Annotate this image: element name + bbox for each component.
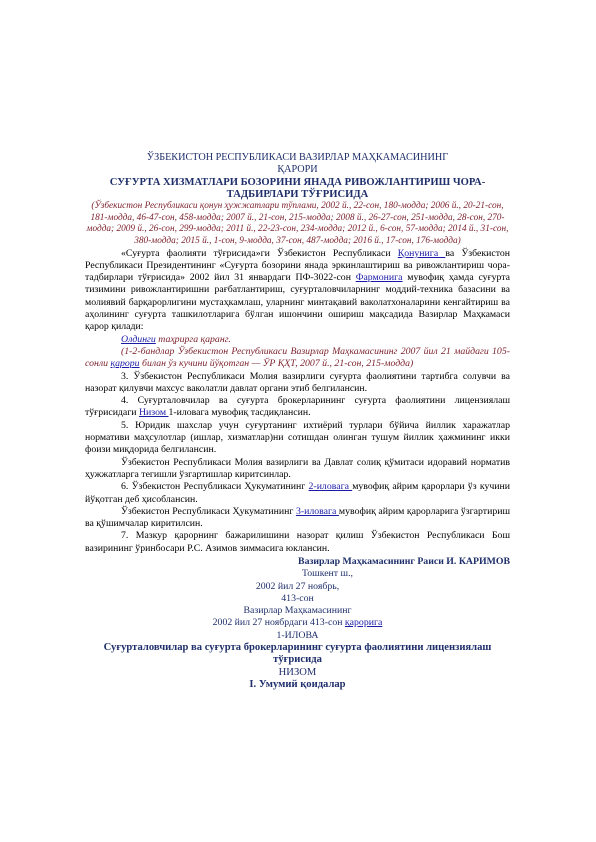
law-link[interactable]: Қонунига <box>397 247 446 259</box>
item-6c-text-2: мувофиқ айрим қарорларига ўзгартириш ва қўшимчалар киритилсин. <box>85 505 511 530</box>
amendment-note <box>85 346 510 371</box>
item-6c-text-1: Ўзбекистон Республикаси Ҳукуматининг <box>121 505 296 517</box>
amendment-note-text-2: билан ўз кучини йўқотган — ЎР ҚҲТ, 2007 й., 21-сон, 215-модда) <box>139 358 414 370</box>
amendment-note-text-1: (1-2-бандлар Ўзбекистон Республикаси Вазирлар Маҳкамасининг 2007 йил 21 майдаги 105-сонли <box>85 345 510 370</box>
preamble-text-2: ва Ўзбекистон Республикаси Президентининг «Суғурта бозорини янада эркинлаштириш ва ривожлантириш чора-тадбирлари тўғрисида» 2002 йил 31 январдаги ПФ-3022-сон <box>85 247 510 284</box>
item-4 <box>85 395 510 420</box>
item-5-continuation: Ўзбекистон Республикаси Молия вазирлиги ва Давлат солиқ қўмитаси идоравий норматив ҳужжатларга тегишли ўзгартишлар киритсинлар. <box>85 456 510 480</box>
publication-sources: (Ўзбекистон Республикаси қонун ҳужжатлари тўплами, 2002 й., 22-сон, 180-модда; 2006 й., 20-21-сон, 181-модда, 46-47-сон, 458-модда; 2007 й., 21-сон, 215-модда; 2008 й., 26-27-сон, 251-модда, 28-сон, 270-модда; 2009 й., 26-сон, 299-модда; 2011 й., 22-23-сон, 234-модда; 2012 й., 6-сон, 57-модда; 2014 й., 31-сон, 380-модда; 2015 й., 1-сон, 9-модда, 37-сон, 487-модда; 2016 й., 17-сон, 176-модда) <box>86 201 509 246</box>
preamble-text-1: «Суғурта фаолияти тўғрисида»ги Ўзбекистон Республикаси <box>121 247 398 259</box>
previous-edition-note <box>85 334 510 346</box>
document-page <box>85 152 510 691</box>
annex-3-link[interactable]: 3-иловага <box>295 505 339 517</box>
annex-ref-line-1: Вазирлар Маҳкамасининг <box>243 605 352 617</box>
item-3: 3. Ўзбекистон Республикаси Молия вазирлиги суғурта фаолиятини тартибга солувчи ва назорат қилувчи махсус ваколатли давлат органи этиб белгилансин. <box>85 370 510 394</box>
signature-number: 413-сон <box>281 592 314 604</box>
resolution-link[interactable]: қарори <box>110 358 140 370</box>
preamble-text-3: мувофиқ ҳамда суғурта тизимини ривожлантиришни рағбатлантириш, суғурталовчиларнинг моддий-техника базасини ва молиявий барқарорлигини мустаҳкамлаш, уларнинг минтақавий ваколатхоналарини кенгайтириш ва аҳолининг суғурта ташкилотларига бўлган ишончини ошириш мақсадида Вазирлар Маҳкамаси қарор қилади: <box>85 272 510 333</box>
preamble-paragraph <box>85 248 510 334</box>
nizom-heading: НИЗОМ <box>278 666 317 678</box>
annex-ref-text: 2002 йил 27 ноябрдаги 413-сон <box>212 617 345 629</box>
previous-edition-text: таҳрирга қаранг. <box>155 333 231 345</box>
regulation-link[interactable]: Низом <box>138 407 169 419</box>
annex-title: Суғурталовчилар ва суғурта брокерларининг суғурта фаолиятини лицензиялаш тўғрисида <box>103 642 492 666</box>
item-6 <box>85 481 510 506</box>
annex-resolution-link[interactable]: қарорига <box>344 617 383 629</box>
item-4-text-1: 4. Суғурталовчилар ва суғурта брокерларининг суғурта фаолиятини лицензиялаш тўғрисидаги <box>85 395 510 419</box>
signature-date: 2002 йил 27 ноябрь, <box>255 580 340 592</box>
item-6-continuation <box>85 506 510 531</box>
annex-number: 1-ИЛОВА <box>276 629 319 641</box>
decree-link[interactable]: Фармонига <box>355 272 403 284</box>
signature-city: Тошкент ш., <box>302 568 353 580</box>
header-line-2: ҚАРОРИ <box>277 164 318 176</box>
previous-edition-link[interactable]: Олдинги <box>121 333 156 345</box>
item-5: 5. Юридик шахслар учун суғуртанинг ихтиёрий турлари бўйича йиллик харажатлар нормативи маҳсулотлар (ишлар, хизматлар)ни сотишдан олинган тушум йиллик ҳажмининг икки фоизи миқдорида белгилансин. <box>85 419 510 456</box>
item-7: 7. Мазкур қарорнинг бажарилишини назорат қилиш Ўзбекистон Республикаси Бош вазирининг ўринбосари Р.С. Азимов зиммасига юклансин. <box>85 530 510 554</box>
item-4-text-2: 1-иловага мувофиқ тасдиқлансин. <box>168 407 311 419</box>
annex-ref-line-2 <box>85 617 510 629</box>
annex-2-link[interactable]: 2-иловага <box>308 481 353 493</box>
item-6-text-2: мувофиқ айрим қарорлари ўз кучини йўқотган деб ҳисоблансин. <box>85 481 510 505</box>
signature-line: Вазирлар Маҳкамасининг Раиси И. КАРИМОВ <box>298 555 510 567</box>
document-title: СУҒУРТА ХИЗМАТЛАРИ БОЗОРИНИ ЯНАДА РИВОЖЛАНТИРИШ ЧОРА-ТАДБИРЛАРИ ТЎҒРИСИДА <box>109 176 486 200</box>
section-heading: I. Умумий қоидалар <box>249 678 346 690</box>
item-6-text-1: 6. Ўзбекистон Республикаси Ҳукуматининг <box>121 481 309 493</box>
header-line-1: ЎЗБЕКИСТОН РЕСПУБЛИКАСИ ВАЗИРЛАР МАҲКАМАСИНИНГ <box>146 152 449 163</box>
